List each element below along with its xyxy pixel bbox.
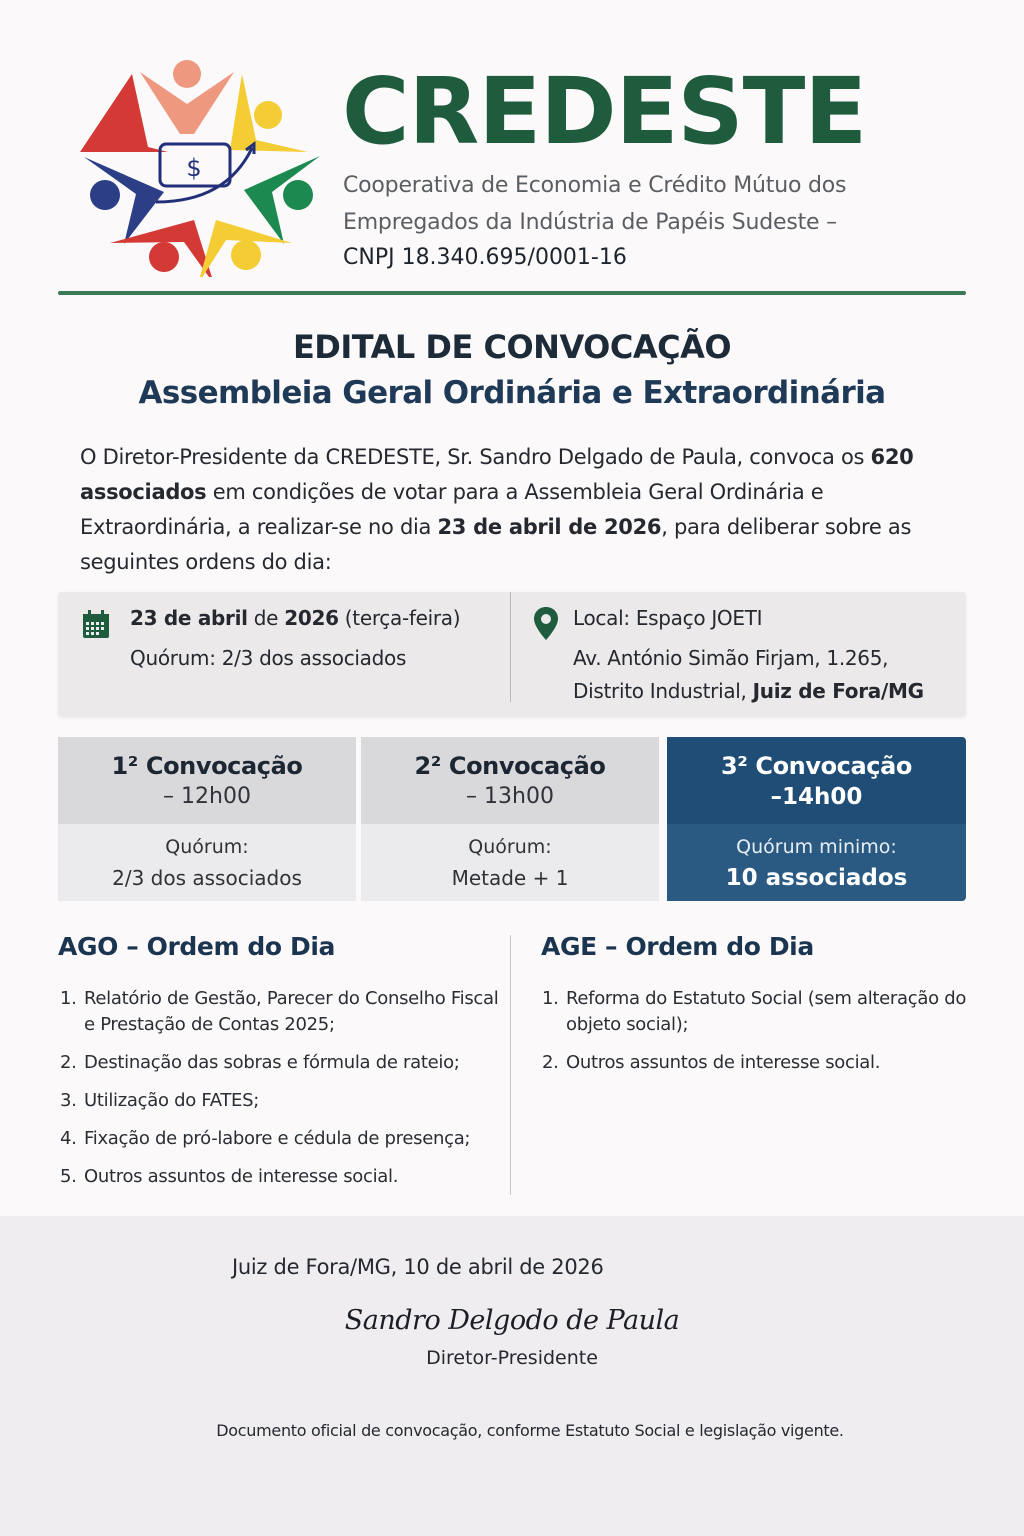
quorum-value: 2/3 dos associados (112, 866, 302, 890)
event-quorum: Quórum: 2/3 dos associados (130, 646, 407, 670)
address-line1: Av. António Simão Firjam, 1.265, (573, 646, 889, 670)
convocation-title: 2² Convocação (414, 752, 606, 780)
item-number: 2. (60, 1052, 77, 1073)
date-sep: de (247, 606, 285, 630)
org-subtitle-line2: Empregados da Indústria de Papéis Sudeste – (343, 210, 837, 235)
address-district: Distrito Industrial, (573, 679, 753, 703)
event-info-box (58, 592, 966, 717)
address-city: Juiz de Fora/MG (752, 679, 924, 703)
item-number: 3. (60, 1090, 77, 1111)
place-date: Juiz de Fora/MG, 10 de abril de 2026 (232, 1255, 604, 1279)
age-heading: AGE – Ordem do Dia (541, 932, 814, 961)
brand-name: CREDESTE (342, 58, 867, 165)
header-divider (58, 291, 966, 295)
intro-text: O Diretor-Presidente da CREDESTE, Sr. Sandro Delgado de Paula, convoca os (80, 445, 871, 469)
quorum-label: Quórum: (165, 836, 249, 858)
convocation-time: – 13h00 (466, 784, 554, 809)
list-item (60, 986, 510, 1038)
intro-text: , para deliberar sobre as seguintes ordens do dia: (80, 515, 912, 574)
quorum-value: 10 associados (725, 865, 908, 891)
cnpj: CNPJ 18.340.695/0001-16 (343, 245, 627, 270)
map-pin-icon (533, 606, 559, 642)
ago-heading: AGO – Ordem do Dia (58, 932, 335, 961)
list-item (60, 1050, 510, 1076)
list-item (60, 1164, 510, 1190)
list-item (542, 986, 992, 1038)
signature: Sandro Delgodo de Paula (344, 1305, 680, 1336)
list-item (542, 1050, 992, 1076)
org-subtitle-line1: Cooperativa de Economia e Crédito Mútuo dos (343, 173, 847, 198)
quorum-label: Quórum minimo: (736, 836, 897, 858)
item-text: Outros assuntos de interesse social. (566, 1052, 881, 1073)
list-item (60, 1088, 510, 1114)
convocation-2 (361, 737, 659, 901)
location-label: Local: Espaço JOETI (573, 606, 763, 630)
item-number: 4. (60, 1128, 77, 1149)
convocation-3 (667, 737, 966, 901)
date-weekday: (terça-feira) (338, 606, 461, 630)
svg-text:$: $ (186, 154, 202, 182)
page-subtitle: Assembleia Geral Ordinária e Extraordinária (138, 375, 886, 411)
agenda-divider (510, 935, 511, 1195)
cooperative-people-star-logo-icon (76, 52, 322, 277)
address-line2 (573, 679, 924, 703)
convocation-title: 3² Convocação (720, 752, 913, 780)
disclaimer: Documento oficial de convocação, conforme Estatuto Social e legislação vigente. (216, 1421, 844, 1440)
item-text: Outros assuntos de interesse social. (84, 1166, 399, 1187)
date-day: 23 de abril (130, 606, 248, 630)
item-number: 5. (60, 1166, 77, 1187)
event-date (130, 606, 460, 630)
convocation-time: –14h00 (770, 784, 863, 810)
quorum-label: Quórum: (468, 836, 552, 858)
item-text: Reforma do Estatuto Social (sem alteração do objeto social); (566, 988, 967, 1035)
assembly-date: 23 de abril de 2026 (437, 515, 662, 539)
convocation-title: 1² Convocação (111, 752, 303, 780)
quorum-value: Metade + 1 (451, 866, 569, 890)
signer-role: Diretor-Presidente (426, 1347, 598, 1369)
item-text: Utilização do FATES; (84, 1090, 260, 1111)
info-divider (510, 592, 511, 702)
convocation-1 (58, 737, 356, 901)
intro-paragraph (80, 440, 960, 580)
associates-count: 620 associados (80, 445, 914, 504)
item-text: Destinação das sobras e fórmula de rateio; (84, 1052, 460, 1073)
ago-agenda-list (60, 986, 510, 1202)
item-number: 1. (542, 988, 559, 1009)
intro-text: em condições de votar para a Assembleia Geral Ordinária e Extraordinária, a realizar-se no dia (80, 480, 824, 539)
calendar-icon (80, 608, 112, 640)
age-agenda-list (542, 986, 992, 1088)
item-text: Fixação de pró-labore e cédula de presença; (84, 1128, 471, 1149)
item-number: 1. (60, 988, 77, 1009)
date-year: 2026 (284, 606, 339, 630)
item-text: Relatório de Gestão, Parecer do Conselho Fiscal e Prestação de Contas 2025; (84, 988, 499, 1035)
list-item (60, 1126, 510, 1152)
convocation-time: – 12h00 (163, 784, 251, 809)
page-title: EDITAL DE CONVOCAÇÃO (292, 328, 732, 366)
item-number: 2. (542, 1052, 559, 1073)
